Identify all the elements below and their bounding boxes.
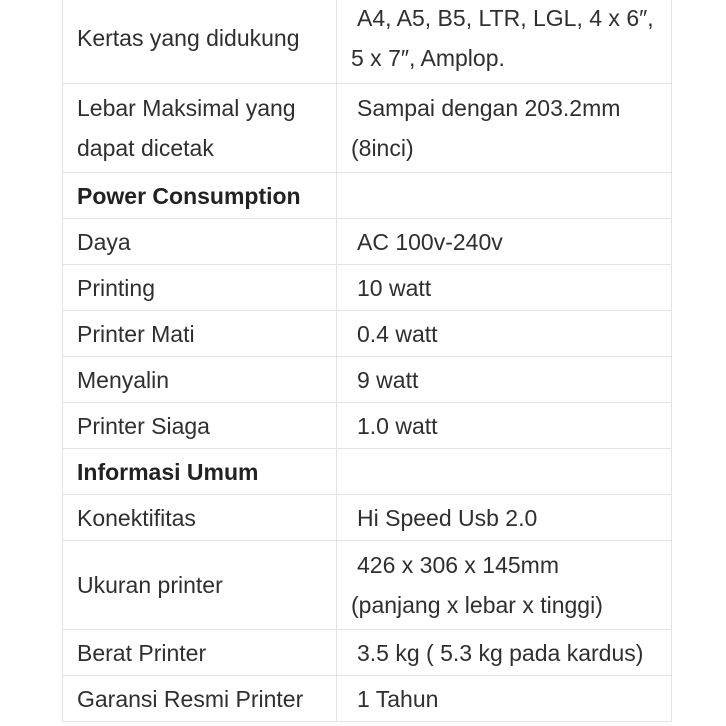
table-row [63, 541, 672, 630]
spec-label: Menyalin [63, 357, 337, 403]
spec-label: Konektifitas [63, 495, 337, 541]
section-header-row [63, 173, 672, 219]
spec-value: Sampai dengan 203.2mm (8inci) [337, 84, 672, 173]
spec-value: 0.4 watt [337, 311, 672, 357]
spec-value: 9 watt [337, 357, 672, 403]
table-row [63, 495, 672, 541]
spec-label: Berat Printer [63, 630, 337, 676]
table-row [63, 311, 672, 357]
spec-label: Garansi Resmi Printer [63, 676, 337, 722]
spec-label: Daya [63, 219, 337, 265]
spec-label: Lebar Maksimal yang dapat dicetak [63, 84, 337, 173]
section-header-power: Power Consumption [63, 173, 337, 219]
spec-value: 1.0 watt [337, 403, 672, 449]
spec-label: Ukuran printer [63, 541, 337, 630]
spec-value: 1 Tahun [337, 676, 672, 722]
spec-value: 10 watt [337, 265, 672, 311]
table-row [63, 0, 672, 84]
spec-value: AC 100v-240v [337, 219, 672, 265]
spec-value: Hi Speed Usb 2.0 [337, 495, 672, 541]
table-row [63, 84, 672, 173]
section-header-row [63, 449, 672, 495]
spec-value: A4, A5, B5, LTR, LGL, 4 x 6″, 5 x 7″, Amplop. [337, 0, 672, 84]
section-header-empty [337, 173, 672, 219]
spec-table [62, 0, 672, 722]
table-row [63, 219, 672, 265]
spec-label: Printer Mati [63, 311, 337, 357]
table-row [63, 403, 672, 449]
table-row [63, 265, 672, 311]
spec-value: 3.5 kg ( 5.3 kg pada kardus) [337, 630, 672, 676]
spec-label: Printer Siaga [63, 403, 337, 449]
table-row [63, 357, 672, 403]
table-row [63, 630, 672, 676]
spec-label: Printing [63, 265, 337, 311]
spec-value: 426 x 306 x 145mm (panjang x lebar x tinggi) [337, 541, 672, 630]
section-header-info: Informasi Umum [63, 449, 337, 495]
section-header-empty [337, 449, 672, 495]
table-row [63, 676, 672, 722]
spec-label: Kertas yang didukung [63, 0, 337, 84]
